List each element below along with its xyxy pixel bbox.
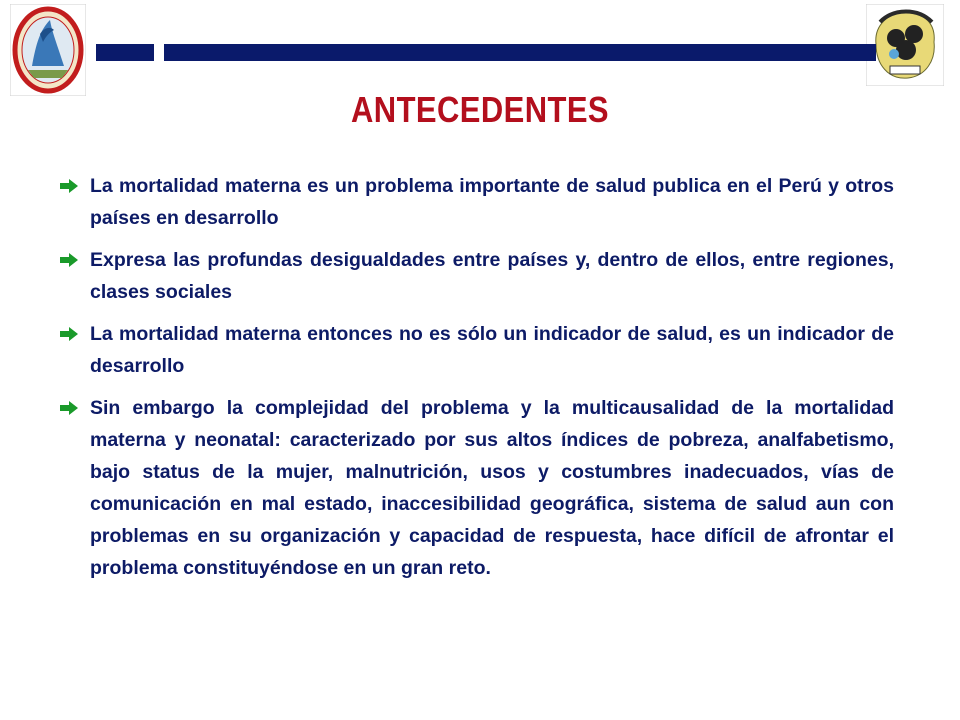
bullet-text: La mortalidad materna entonces no es sólo un indicador de salud, es un indicador de desarrollo (90, 323, 894, 377)
list-item (59, 318, 894, 382)
header-bar-long (164, 44, 876, 61)
page-title: ANTECEDENTES (350, 89, 610, 130)
list-item (59, 244, 894, 308)
green-arrow-icon (59, 252, 79, 268)
bullet-text: Expresa las profundas desigualdades entre países y, dentro de ellos, entre regiones, clases sociales (90, 249, 894, 303)
bullet-text: Sin embargo la complejidad del problema y la multicausalidad de la mortalidad materna y neonatal: caracterizado por sus altos índices de pobreza, analfabetismo, bajo status de la mujer, malnutrición, usos y costumbres inadecuados, vías de comunicación en mal estado, inaccesibilidad geográfica, sistema de salud aun con problemas en su organización y capacidad de respuesta, hace difícil de afrontar el problema constituyéndose en un gran reto. (90, 397, 894, 579)
green-arrow-icon (59, 178, 79, 194)
list-item (59, 392, 894, 584)
green-arrow-icon (59, 400, 79, 416)
gobierno-regional-ayacucho-logo (10, 4, 86, 96)
bullet-list (59, 170, 894, 594)
bullet-text: La mortalidad materna es un problema importante de salud publica en el Perú y otros países en desarrollo (90, 175, 894, 229)
list-item (59, 170, 894, 234)
header-bar-short (96, 44, 154, 61)
green-arrow-icon (59, 326, 79, 342)
direccion-regional-salud-logo (866, 4, 944, 86)
